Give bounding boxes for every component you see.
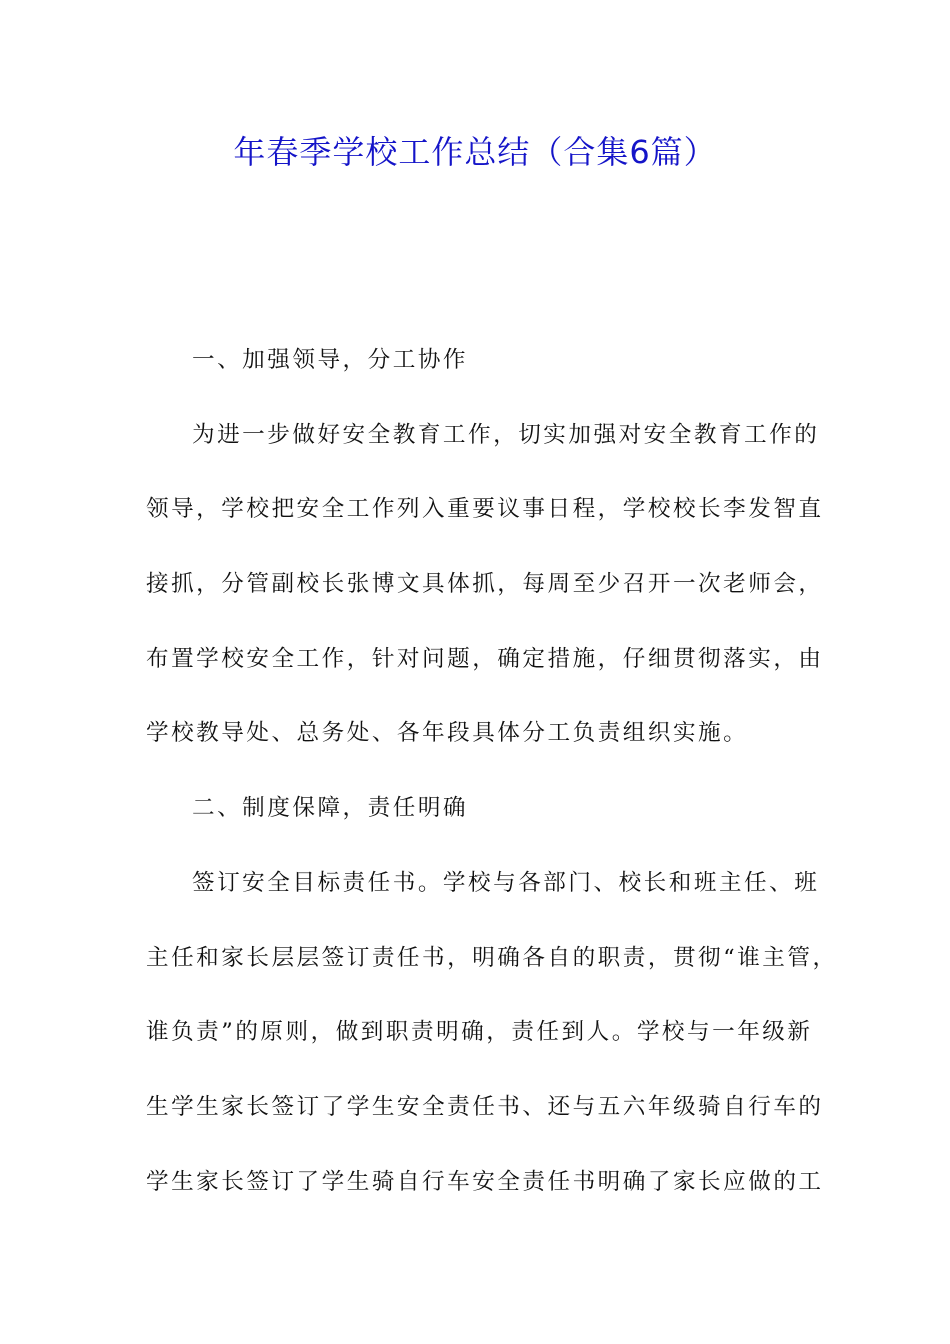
paragraph-line: 学校教导处、总务处、各年段具体分工负责组织实施。 xyxy=(146,720,749,747)
paragraph-line: 领导，学校把安全工作列入重要议事日程，学校校长李发智直 xyxy=(146,496,824,523)
section-heading-2: 二、制度保障，责任明确 xyxy=(192,795,469,822)
paragraph-line: 接抓，分管副校长张博文具体抓，每周至少召开一次老师会， xyxy=(146,571,824,598)
document-body xyxy=(146,336,838,1232)
paragraph-line: 主任和家长层层签订责任书，明确各自的职责，贯彻“谁主管， xyxy=(146,944,838,971)
paragraph-line: 学生家长签订了学生骑自行车安全责任书明确了家长应做的工 xyxy=(146,1168,824,1195)
document-title: 年春季学校工作总结（合集6篇） xyxy=(233,133,717,171)
paragraph-line: 谁负责”的原则，做到职责明确，责任到人。学校与一年级新 xyxy=(146,1019,813,1046)
paragraph-line: 布置学校安全工作，针对问题，确定措施，仔细贯彻落实，由 xyxy=(146,645,824,672)
paragraph-line: 为进一步做好安全教育工作，切实加强对安全教育工作的 xyxy=(192,421,820,448)
paragraph-line: 生学生家长签订了学生安全责任书、还与五六年级骑自行车的 xyxy=(146,1093,824,1120)
paragraph-line: 签订安全目标责任书。学校与各部门、校长和班主任、班 xyxy=(192,869,820,896)
section-heading-1: 一、加强领导，分工协作 xyxy=(192,347,469,373)
